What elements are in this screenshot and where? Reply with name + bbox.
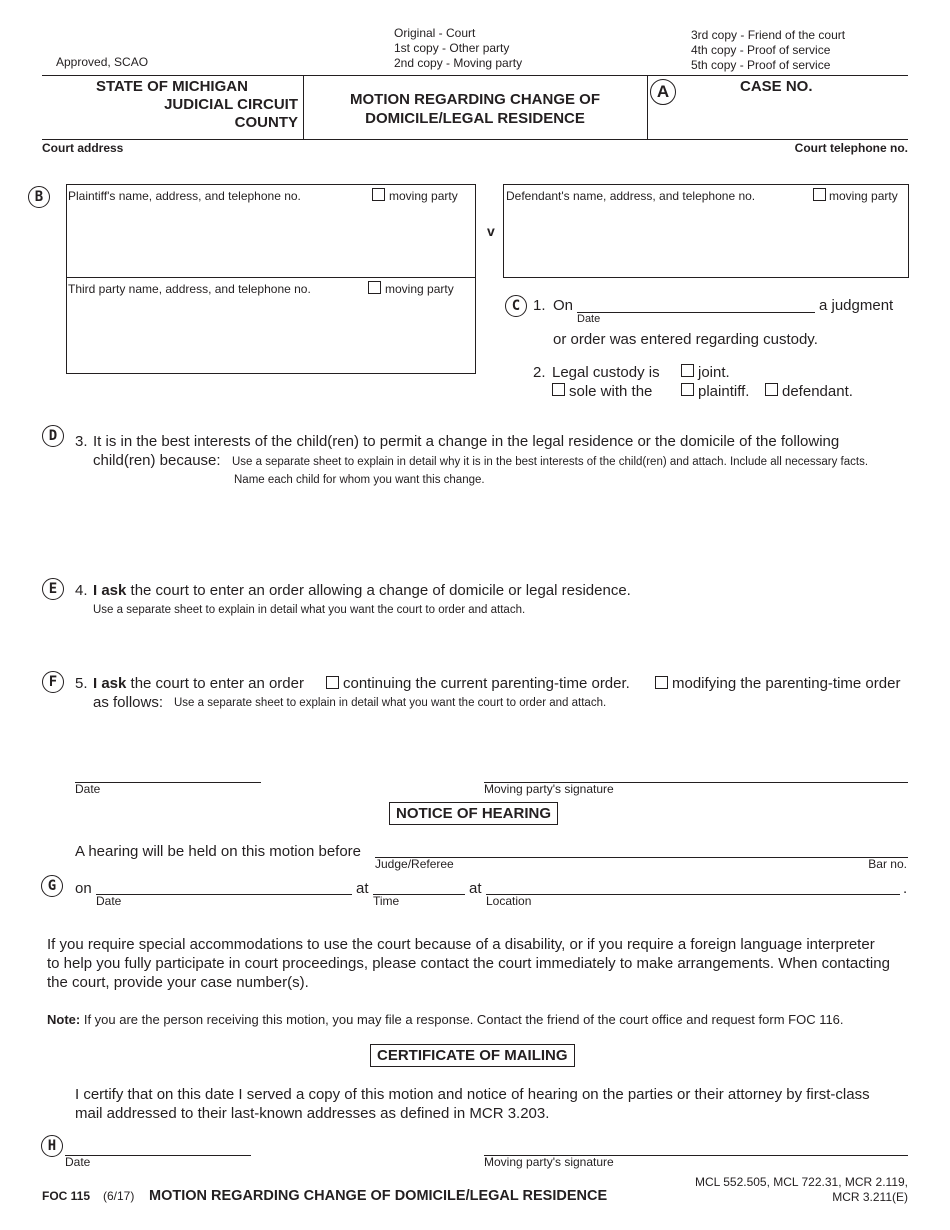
defendant-info-field[interactable] xyxy=(508,206,904,272)
hearing-date-line xyxy=(96,894,352,895)
item5-text xyxy=(93,674,304,693)
header-top-rule xyxy=(42,75,908,76)
copy-second: 2nd copy - Moving party xyxy=(394,56,523,70)
item4-number: 4. xyxy=(75,582,88,599)
plaintiff-moving-label: moving party xyxy=(389,189,458,203)
hearing-date-caption: Date xyxy=(96,894,122,908)
item4-bold: I ask xyxy=(93,582,127,599)
modifying-order-label: modifying the parenting-time order xyxy=(672,675,901,692)
accommodations-text xyxy=(47,935,890,992)
citations-line1: MCL 552.505, MCL 722.31, MCR 2.119, xyxy=(695,1175,908,1189)
accommodations-line1: If you require special accommodations to use the court because of a disability, or if you require a foreign language interpreter xyxy=(47,936,875,953)
change-order-field[interactable] xyxy=(93,620,908,665)
item4-text xyxy=(93,581,631,600)
item1-after-label: a judgment xyxy=(819,297,894,314)
hearing-line1: A hearing will be held on this motion before xyxy=(75,843,362,860)
header-divider-2 xyxy=(647,75,648,139)
joint-label: joint. xyxy=(698,364,730,381)
item4-body: the court to enter an order allowing a change of domicile or legal residence. xyxy=(126,582,631,599)
hearing-time-caption: Time xyxy=(373,894,400,908)
copy-first: 1st copy - Other party xyxy=(394,41,510,55)
third-party-label: Third party name, address, and telephone no. xyxy=(68,282,311,296)
moving-signature-field[interactable] xyxy=(484,764,908,782)
court-address-label: Court address xyxy=(42,141,124,155)
mailing-date-field[interactable] xyxy=(65,1137,251,1155)
mailing-date-line xyxy=(65,1155,251,1156)
parenting-time-field[interactable] xyxy=(93,714,908,769)
citations-line2: MCR 3.211(E) xyxy=(832,1190,908,1204)
item5-number: 5. xyxy=(75,675,88,692)
note-text xyxy=(47,1012,844,1028)
certificate-text xyxy=(75,1085,870,1123)
mailing-date-caption: Date xyxy=(65,1155,91,1169)
marker-e: E xyxy=(42,578,64,600)
sign-date-line xyxy=(75,782,261,783)
marker-b: B xyxy=(28,186,50,208)
approved-label: Approved, SCAO xyxy=(56,55,149,69)
moving-signature-caption: Moving party's signature xyxy=(484,782,614,796)
copy-fourth: 4th copy - Proof of service xyxy=(691,43,831,57)
state-label: STATE OF MICHIGAN xyxy=(96,78,248,95)
copy-distribution-right xyxy=(691,28,845,73)
footer-title: MOTION REGARDING CHANGE OF DOMICILE/LEGAL RESIDENCE xyxy=(149,1188,608,1204)
hearing-date-field[interactable] xyxy=(96,877,352,894)
form-revision: (6/17) xyxy=(103,1189,135,1203)
sole-checkbox[interactable] xyxy=(552,383,565,396)
plaintiff-checkbox[interactable] xyxy=(681,383,694,396)
notice-of-hearing-title: NOTICE OF HEARING xyxy=(389,802,558,825)
defendant-option-label: defendant. xyxy=(782,383,853,400)
marker-h: H xyxy=(41,1135,63,1157)
judgment-date-caption: Date xyxy=(577,313,601,325)
item1-number: 1. xyxy=(533,297,546,314)
marker-a: A xyxy=(650,79,676,105)
copy-third: 3rd copy - Friend of the court xyxy=(691,28,846,42)
plaintiff-box-divider xyxy=(66,277,476,278)
form-title-line2: DOMICILE/LEGAL RESIDENCE xyxy=(365,110,585,127)
marker-g: G xyxy=(41,875,63,897)
versus-label: v xyxy=(487,223,495,239)
as-follows-label: as follows: xyxy=(93,694,164,711)
sign-date-caption: Date xyxy=(75,782,101,796)
judge-caption: Judge/Referee xyxy=(375,857,454,871)
hearing-time-field[interactable] xyxy=(373,877,465,894)
third-party-moving-label: moving party xyxy=(385,282,454,296)
copy-distribution-left xyxy=(394,26,522,71)
accommodations-line3: the court, provide your case number(s). xyxy=(47,974,309,991)
judgment-date-line xyxy=(577,312,815,313)
hearing-period: . xyxy=(903,880,908,897)
note-label: Note: xyxy=(47,1012,81,1027)
defendant-checkbox[interactable] xyxy=(765,383,778,396)
copy-original: Original - Court xyxy=(394,26,476,40)
certificate-line2: mail addressed to their last-known addresses as defined in MCR 3.203. xyxy=(75,1105,550,1122)
hearing-location-line xyxy=(486,894,900,895)
hearing-on-label: on xyxy=(75,880,92,897)
footer-citations xyxy=(640,1175,908,1205)
mailing-signature-field[interactable] xyxy=(484,1137,908,1155)
item3-line2: child(ren) because: xyxy=(93,452,221,469)
defendant-moving-label: moving party xyxy=(829,189,898,203)
judgment-date-field[interactable] xyxy=(577,296,815,312)
form-number: FOC 115 xyxy=(42,1189,91,1203)
third-party-moving-checkbox[interactable] xyxy=(368,281,381,294)
plaintiff-moving-checkbox[interactable] xyxy=(372,188,385,201)
item4-instructions: Use a separate sheet to explain in detail what you want the court to order and attach. xyxy=(93,604,526,616)
hearing-at-label-1: at xyxy=(356,880,369,897)
best-interests-field[interactable] xyxy=(93,492,908,572)
note-body: If you are the person receiving this motion, you may file a response. Contact the friend of the court office and request form FOC 116. xyxy=(80,1012,844,1027)
item5-body: the court to enter an order xyxy=(126,675,304,692)
sole-label: sole with the xyxy=(569,383,653,400)
item5-instructions: Use a separate sheet to explain in detail what you want the court to order and attach. xyxy=(174,697,607,709)
hearing-location-caption: Location xyxy=(486,894,532,908)
county-label: COUNTY xyxy=(234,114,298,131)
legal-custody-label: Legal custody is xyxy=(552,364,660,381)
plaintiff-info-field[interactable] xyxy=(70,206,470,272)
item1-line2: or order was entered regarding custody. xyxy=(553,331,818,348)
form-title-line1: MOTION REGARDING CHANGE OF xyxy=(350,91,600,108)
judge-referee-field[interactable] xyxy=(375,840,908,857)
modifying-order-checkbox[interactable] xyxy=(655,676,668,689)
certificate-of-mailing-title: CERTIFICATE OF MAILING xyxy=(370,1044,575,1067)
court-name-block xyxy=(42,78,298,132)
accommodations-line2: to help you fully participate in court proceedings, please contact the court immediately to make arrangements. When contacting xyxy=(47,955,890,972)
item3-instructions-2: Name each child for whom you want this change. xyxy=(234,474,485,486)
item3-instructions-1: Use a separate sheet to explain in detail why it is in the best interests of the child(ren) and attach. Include all necessary facts. xyxy=(232,456,869,468)
header-bottom-rule xyxy=(42,139,908,140)
hearing-at-label-2: at xyxy=(469,880,482,897)
third-party-info-field[interactable] xyxy=(70,299,470,369)
marker-d: D xyxy=(42,425,64,447)
defendant-moving-checkbox[interactable] xyxy=(813,188,826,201)
bar-no-caption: Bar no. xyxy=(868,857,907,871)
marker-c: C xyxy=(505,295,527,317)
sign-date-field[interactable] xyxy=(75,764,261,782)
item3-line1: It is in the best interests of the child(ren) to permit a change in the legal residence or the domicile of the following xyxy=(93,433,840,450)
joint-checkbox[interactable] xyxy=(681,364,694,377)
continuing-order-checkbox[interactable] xyxy=(326,676,339,689)
item1-on-label: On xyxy=(553,297,574,314)
item5-bold: I ask xyxy=(93,675,127,692)
plaintiff-label: Plaintiff's name, address, and telephone no. xyxy=(68,189,301,203)
defendant-label: Defendant's name, address, and telephone no. xyxy=(506,189,756,203)
certificate-line1: I certify that on this date I served a copy of this motion and notice of hearing on the parties or their attorney by first-class xyxy=(75,1086,870,1103)
form-title xyxy=(303,90,647,128)
marker-f: F xyxy=(42,671,64,693)
mailing-signature-caption: Moving party's signature xyxy=(484,1155,614,1169)
court-phone-label: Court telephone no. xyxy=(794,141,908,155)
item2-number: 2. xyxy=(533,364,546,381)
circuit-label: JUDICIAL CIRCUIT xyxy=(164,96,298,113)
item3-number: 3. xyxy=(75,433,88,450)
hearing-location-field[interactable] xyxy=(486,877,900,894)
continuing-order-label: continuing the current parenting-time order. xyxy=(343,675,630,692)
case-no-field[interactable] xyxy=(680,100,905,136)
plaintiff-option-label: plaintiff. xyxy=(698,383,750,400)
copy-fifth: 5th copy - Proof of service xyxy=(691,58,831,72)
case-no-label: CASE NO. xyxy=(740,78,813,95)
